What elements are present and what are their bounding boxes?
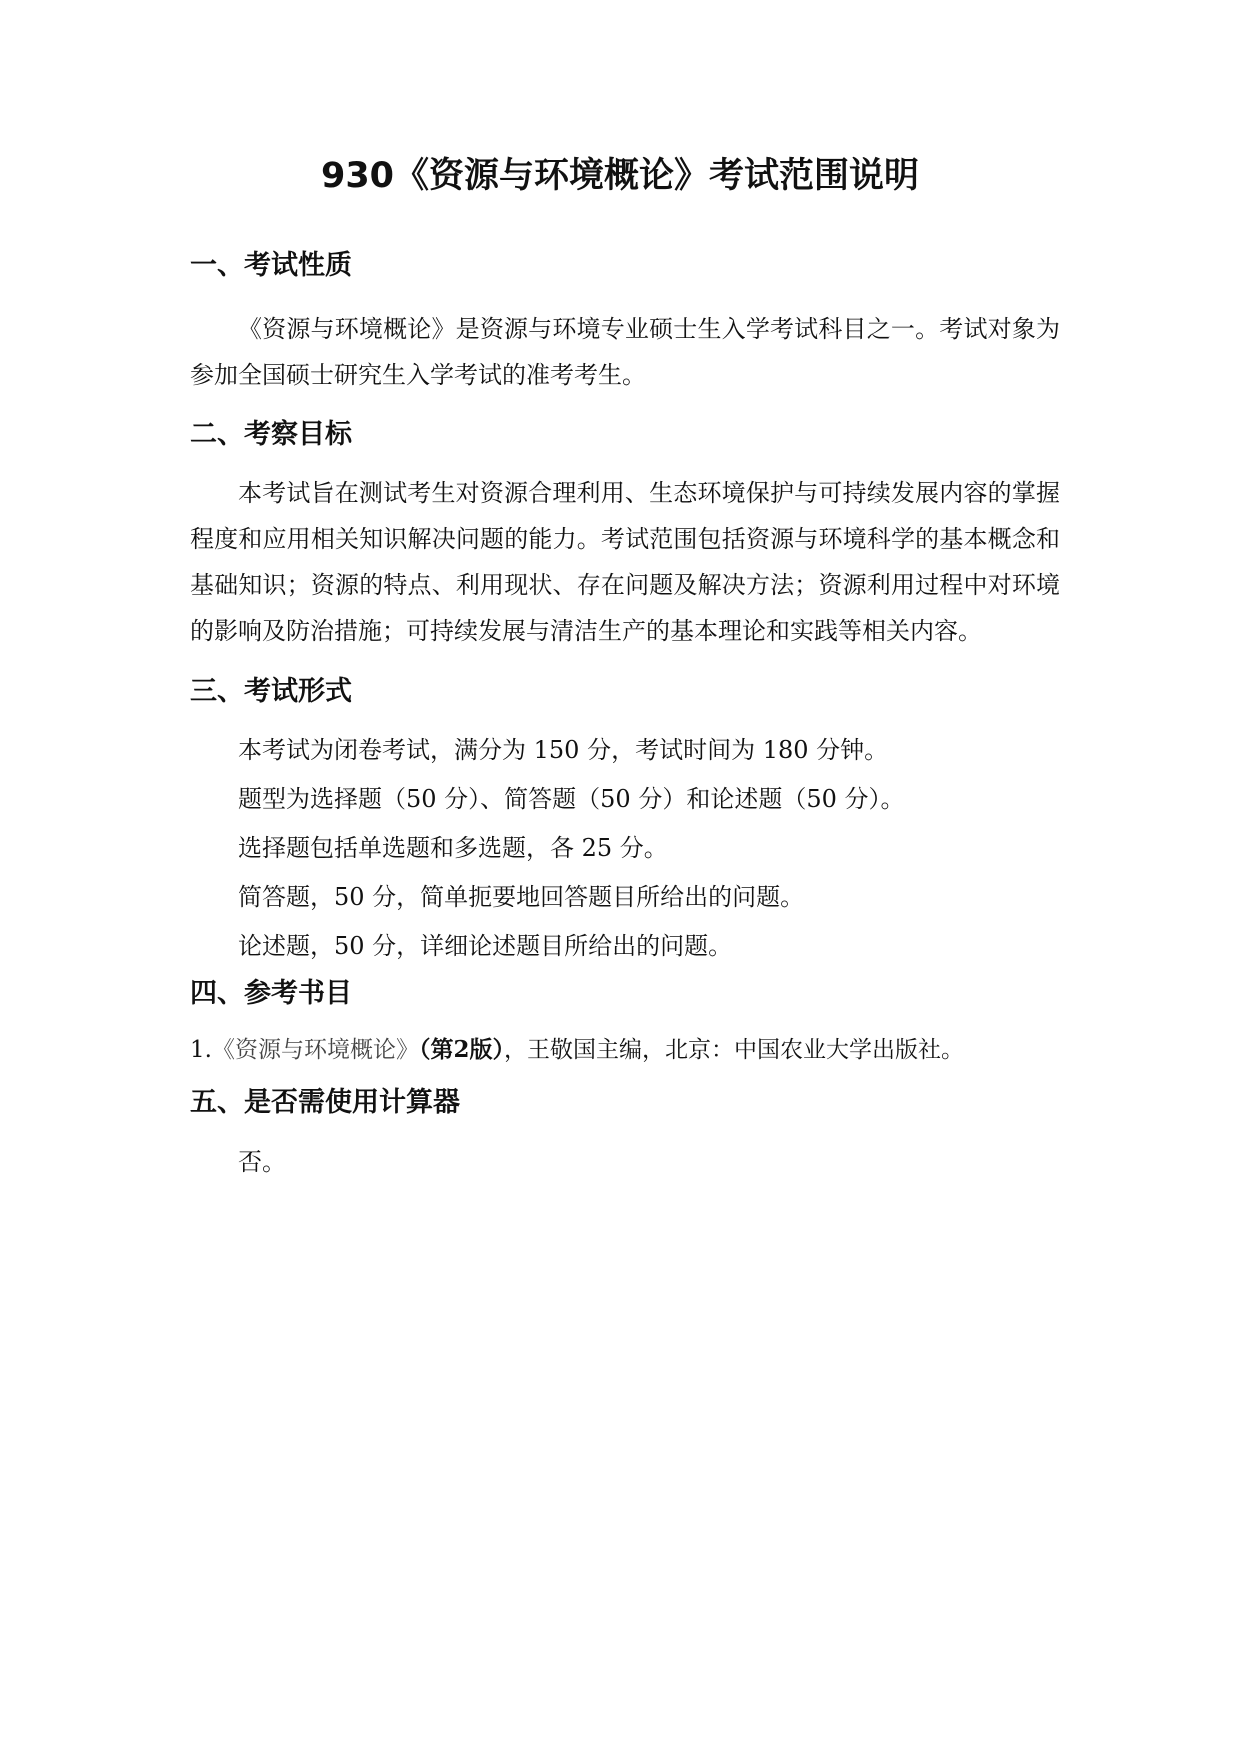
reference-number: 1. <box>190 1037 212 1063</box>
reference-publisher: ，王敬国主编，北京：中国农业大学出版社。 <box>503 1037 964 1063</box>
section-heading-exam-nature: 一、考试性质 <box>190 250 352 281</box>
section-heading-exam-objectives: 二、考察目标 <box>190 419 352 450</box>
exam-format-line: 本考试为闭卷考试，满分为 150 分，考试时间为 180 分钟。 <box>238 736 889 764</box>
section-paragraph-exam-nature: 《资源与环境概论》是资源与环境专业硕士生入学考试科目之一。考试对象为参加全国硕士研究生入学考试的准考考生。 <box>190 315 1060 389</box>
section-heading-exam-format: 三、考试形式 <box>190 676 352 707</box>
reference-book-title: 《资源与环境概论》 <box>211 1037 419 1063</box>
calculator-answer: 否。 <box>238 1148 286 1176</box>
exam-format-line: 论述题，50 分，详细论述题目所给出的问题。 <box>238 932 733 960</box>
reference-item <box>190 1030 964 1070</box>
exam-format-line: 选择题包括单选题和多选题，各 25 分。 <box>238 834 668 862</box>
exam-format-line: 题型为选择题（50 分）、简答题（50 分）和论述题（50 分）。 <box>238 785 905 813</box>
exam-format-line: 简答题，50 分，简单扼要地回答题目所给出的问题。 <box>238 883 805 911</box>
reference-edition: （第2版） <box>418 1036 504 1063</box>
page-title: 930《资源与环境概论》考试范围说明 <box>320 156 920 196</box>
section-heading-calculator: 五、是否需使用计算器 <box>190 1087 460 1118</box>
section-paragraph-exam-objectives: 本考试旨在测试考生对资源合理利用、生态环境保护与可持续发展内容的掌握程度和应用相关知识解决问题的能力。考试范围包括资源与环境科学的基本概念和基础知识；资源的特点、利用现状、存在问题及解决方法；资源利用过程中对环境的影响及防治措施；可持续发展与清洁生产的基本理论和实践等相关内容。 <box>190 479 1060 645</box>
section-heading-reference-books: 四、参考书目 <box>190 978 352 1009</box>
